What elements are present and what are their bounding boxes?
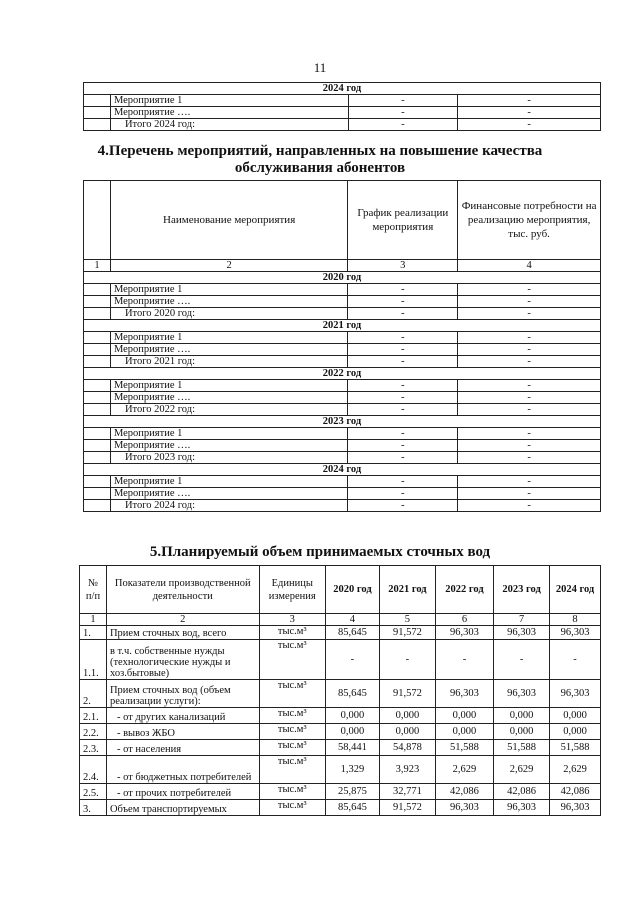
year-row xyxy=(84,272,601,284)
event-name: Мероприятие …. xyxy=(110,488,347,500)
empty-cell xyxy=(84,119,111,131)
finance-value: - xyxy=(458,356,601,368)
schedule-value: - xyxy=(348,356,458,368)
unit-value: тыс.м³ xyxy=(259,724,325,740)
empty-cell xyxy=(84,356,111,368)
header-year-2020: 2020 год xyxy=(325,566,379,614)
year-value: 0,000 xyxy=(550,708,601,724)
finance-value: - xyxy=(458,119,601,131)
empty-cell xyxy=(84,344,111,356)
event-row xyxy=(84,452,601,464)
row-number: 1. xyxy=(80,626,107,640)
year-value: 54,878 xyxy=(379,740,435,756)
indicator-name: - от прочих потребителей xyxy=(106,784,259,800)
finance-value: - xyxy=(458,488,601,500)
event-row xyxy=(84,476,601,488)
finance-value: - xyxy=(458,440,601,452)
colnum-cell: 8 xyxy=(550,614,601,626)
schedule-value: - xyxy=(348,380,458,392)
schedule-value: - xyxy=(348,308,458,320)
event-name: Мероприятие …. xyxy=(110,344,347,356)
row-number: 2.2. xyxy=(80,724,107,740)
year-value: 96,303 xyxy=(494,626,550,640)
year-label: 2023 год xyxy=(84,416,601,428)
year-value: 32,771 xyxy=(379,784,435,800)
year-label: 2020 год xyxy=(84,272,601,284)
event-row xyxy=(84,119,601,131)
empty-cell xyxy=(84,296,111,308)
year-row xyxy=(84,416,601,428)
empty-cell xyxy=(84,392,111,404)
event-row xyxy=(84,95,601,107)
header-year-2024: 2024 год xyxy=(550,566,601,614)
empty-cell xyxy=(84,452,111,464)
event-row xyxy=(84,500,601,512)
empty-cell xyxy=(84,488,111,500)
schedule-value: - xyxy=(348,440,458,452)
year-value: 2,629 xyxy=(550,756,601,784)
section-4-title-line2: обслуживания абонентов xyxy=(234,160,406,176)
event-name: Итого 2020 год: xyxy=(110,308,347,320)
header-cell-empty xyxy=(84,181,111,260)
header-year-2022: 2022 год xyxy=(435,566,493,614)
colnum-cell: 3 xyxy=(348,260,458,272)
year-value: - xyxy=(435,640,493,680)
year-row xyxy=(84,368,601,380)
row-number: 2.4. xyxy=(80,756,107,784)
colnum-cell: 1 xyxy=(80,614,107,626)
event-row xyxy=(84,296,601,308)
year-value: 96,303 xyxy=(435,626,493,640)
header-schedule: График реализации мероприятия xyxy=(348,181,458,260)
schedule-value: - xyxy=(348,107,458,119)
event-name: Мероприятие 1 xyxy=(110,428,347,440)
schedule-value: - xyxy=(348,488,458,500)
empty-cell xyxy=(84,332,111,344)
indicator-name: Прием сточных вод, всего xyxy=(106,626,259,640)
schedule-value: - xyxy=(348,404,458,416)
schedule-value: - xyxy=(348,392,458,404)
service-quality-events-table xyxy=(83,180,601,512)
finance-value: - xyxy=(458,500,601,512)
year-value: 0,000 xyxy=(325,724,379,740)
year-row xyxy=(84,83,601,95)
header-indicator: Показатели производственной деятельности xyxy=(106,566,259,614)
schedule-value: - xyxy=(348,95,458,107)
year-value: 0,000 xyxy=(325,708,379,724)
year-row xyxy=(84,464,601,476)
unit-value: тыс.м³ xyxy=(259,756,325,784)
year-value: 0,000 xyxy=(379,708,435,724)
row-number: 2.3. xyxy=(80,740,107,756)
year-label: 2024 год xyxy=(84,83,601,95)
empty-cell xyxy=(84,440,111,452)
colnum-cell: 2 xyxy=(106,614,259,626)
empty-cell xyxy=(84,428,111,440)
schedule-value: - xyxy=(348,428,458,440)
event-row xyxy=(84,107,601,119)
schedule-value: - xyxy=(348,119,458,131)
unit-value: тыс.м³ xyxy=(259,740,325,756)
page-number: 11 xyxy=(313,60,327,75)
indicator-name: - вывоз ЖБО xyxy=(106,724,259,740)
wastewater-volume-table xyxy=(79,565,601,816)
column-numbers-row xyxy=(80,614,601,626)
finance-value: - xyxy=(458,392,601,404)
unit-value: тыс.м³ xyxy=(259,626,325,640)
event-row xyxy=(84,440,601,452)
finance-value: - xyxy=(458,344,601,356)
year-value: 42,086 xyxy=(550,784,601,800)
event-row xyxy=(84,428,601,440)
empty-cell xyxy=(84,308,111,320)
year-value: 91,572 xyxy=(379,626,435,640)
colnum-cell: 4 xyxy=(458,260,601,272)
event-name: Мероприятие …. xyxy=(110,107,348,119)
year-value: 58,441 xyxy=(325,740,379,756)
finance-value: - xyxy=(458,332,601,344)
year-value: 2,629 xyxy=(494,756,550,784)
volume-row xyxy=(80,784,601,800)
year-value: 85,645 xyxy=(325,800,379,816)
event-row xyxy=(84,392,601,404)
volume-row xyxy=(80,708,601,724)
unit-value: тыс.м³ xyxy=(259,784,325,800)
header-finance: Финансовые потребности на реализацию мероприятия, тыс. руб. xyxy=(458,181,601,260)
header-event-name: Наименование мероприятия xyxy=(110,181,347,260)
volume-row xyxy=(80,724,601,740)
schedule-value: - xyxy=(348,344,458,356)
finance-value: - xyxy=(458,296,601,308)
year-value: 0,000 xyxy=(494,724,550,740)
year-value: 42,086 xyxy=(435,784,493,800)
unit-value: тыс.м³ xyxy=(259,640,325,680)
year-value: 96,303 xyxy=(494,800,550,816)
year-label: 2022 год xyxy=(84,368,601,380)
header-unit: Единицы измерения xyxy=(259,566,325,614)
event-row xyxy=(84,344,601,356)
colnum-cell: 2 xyxy=(110,260,347,272)
event-row xyxy=(84,488,601,500)
unit-value: тыс.м³ xyxy=(259,800,325,816)
event-row xyxy=(84,380,601,392)
year-value: 96,303 xyxy=(494,680,550,708)
indicator-name: - от бюджетных потребителей xyxy=(106,756,259,784)
event-name: Итого 2021 год: xyxy=(110,356,347,368)
indicator-name: Объем транспортируемых xyxy=(106,800,259,816)
finance-value: - xyxy=(458,428,601,440)
volume-row xyxy=(80,680,601,708)
section-4-title-line1: 4.Перечень мероприятий, направленных на повышение качества xyxy=(97,143,543,159)
volume-row xyxy=(80,740,601,756)
event-name: Итого 2022 год: xyxy=(110,404,347,416)
year-value: - xyxy=(550,640,601,680)
schedule-value: - xyxy=(348,452,458,464)
year-value: - xyxy=(379,640,435,680)
row-number: 1.1. xyxy=(80,640,107,680)
year-label: 2024 год xyxy=(84,464,601,476)
schedule-value: - xyxy=(348,284,458,296)
year-value: 1,329 xyxy=(325,756,379,784)
year-value: 0,000 xyxy=(550,724,601,740)
empty-cell xyxy=(84,284,111,296)
empty-cell xyxy=(84,107,111,119)
unit-value: тыс.м³ xyxy=(259,708,325,724)
finance-value: - xyxy=(458,404,601,416)
event-name: Мероприятие 1 xyxy=(110,332,347,344)
event-name: Мероприятие 1 xyxy=(110,95,348,107)
volume-row xyxy=(80,626,601,640)
year-value: 51,588 xyxy=(494,740,550,756)
events-table-2024-continued xyxy=(83,82,601,131)
year-value: 96,303 xyxy=(550,626,601,640)
year-value: 96,303 xyxy=(550,680,601,708)
event-name: Мероприятие 1 xyxy=(110,380,347,392)
event-name: Мероприятие …. xyxy=(110,392,347,404)
row-number: 3. xyxy=(80,800,107,816)
event-name: Мероприятие …. xyxy=(110,296,347,308)
empty-cell xyxy=(84,404,111,416)
header-number: № п/п xyxy=(80,566,107,614)
row-number: 2.1. xyxy=(80,708,107,724)
indicator-name: в т.ч. собственные нужды (технологические нужды и хоз.бытовые) xyxy=(106,640,259,680)
year-value: 0,000 xyxy=(435,724,493,740)
table-header-row xyxy=(80,566,601,614)
indicator-name: - от других канализаций xyxy=(106,708,259,724)
schedule-value: - xyxy=(348,500,458,512)
empty-cell xyxy=(84,95,111,107)
year-value: 25,875 xyxy=(325,784,379,800)
section-4-title xyxy=(0,143,640,177)
year-label: 2021 год xyxy=(84,320,601,332)
volume-row xyxy=(80,640,601,680)
finance-value: - xyxy=(458,476,601,488)
finance-value: - xyxy=(458,95,601,107)
header-year-2023: 2023 год xyxy=(494,566,550,614)
column-numbers-row xyxy=(84,260,601,272)
year-row xyxy=(84,320,601,332)
year-value: - xyxy=(325,640,379,680)
section-5-title: 5.Планируемый объем принимаемых сточных вод xyxy=(149,544,491,560)
year-value: 96,303 xyxy=(550,800,601,816)
event-name: Итого 2023 год: xyxy=(110,452,347,464)
colnum-cell: 4 xyxy=(325,614,379,626)
finance-value: - xyxy=(458,452,601,464)
year-value: 51,588 xyxy=(550,740,601,756)
finance-value: - xyxy=(458,380,601,392)
year-value: 91,572 xyxy=(379,680,435,708)
year-value: 0,000 xyxy=(494,708,550,724)
volume-row xyxy=(80,800,601,816)
colnum-cell: 7 xyxy=(494,614,550,626)
colnum-cell: 3 xyxy=(259,614,325,626)
event-row xyxy=(84,356,601,368)
finance-value: - xyxy=(458,284,601,296)
event-name: Мероприятие …. xyxy=(110,440,347,452)
year-value: 96,303 xyxy=(435,680,493,708)
volume-row xyxy=(80,756,601,784)
table-header-row xyxy=(84,181,601,260)
year-value: 85,645 xyxy=(325,626,379,640)
empty-cell xyxy=(84,476,111,488)
event-row xyxy=(84,284,601,296)
empty-cell xyxy=(84,500,111,512)
indicator-name: Прием сточных вод (объем реализации услуги): xyxy=(106,680,259,708)
year-value: - xyxy=(494,640,550,680)
row-number: 2.5. xyxy=(80,784,107,800)
unit-value: тыс.м³ xyxy=(259,680,325,708)
colnum-cell: 5 xyxy=(379,614,435,626)
finance-value: - xyxy=(458,107,601,119)
finance-value: - xyxy=(458,308,601,320)
schedule-value: - xyxy=(348,296,458,308)
colnum-cell: 1 xyxy=(84,260,111,272)
event-name: Мероприятие 1 xyxy=(110,284,347,296)
year-value: 0,000 xyxy=(379,724,435,740)
year-value: 2,629 xyxy=(435,756,493,784)
event-name: Итого 2024 год: xyxy=(110,119,348,131)
row-number: 2. xyxy=(80,680,107,708)
indicator-name: - от населения xyxy=(106,740,259,756)
event-row xyxy=(84,308,601,320)
event-name: Мероприятие 1 xyxy=(110,476,347,488)
event-row xyxy=(84,332,601,344)
year-value: 42,086 xyxy=(494,784,550,800)
year-value: 91,572 xyxy=(379,800,435,816)
year-value: 3,923 xyxy=(379,756,435,784)
schedule-value: - xyxy=(348,332,458,344)
year-value: 96,303 xyxy=(435,800,493,816)
event-row xyxy=(84,404,601,416)
colnum-cell: 6 xyxy=(435,614,493,626)
header-year-2021: 2021 год xyxy=(379,566,435,614)
empty-cell xyxy=(84,380,111,392)
year-value: 51,588 xyxy=(435,740,493,756)
event-name: Итого 2024 год: xyxy=(110,500,347,512)
year-value: 85,645 xyxy=(325,680,379,708)
year-value: 0,000 xyxy=(435,708,493,724)
schedule-value: - xyxy=(348,476,458,488)
